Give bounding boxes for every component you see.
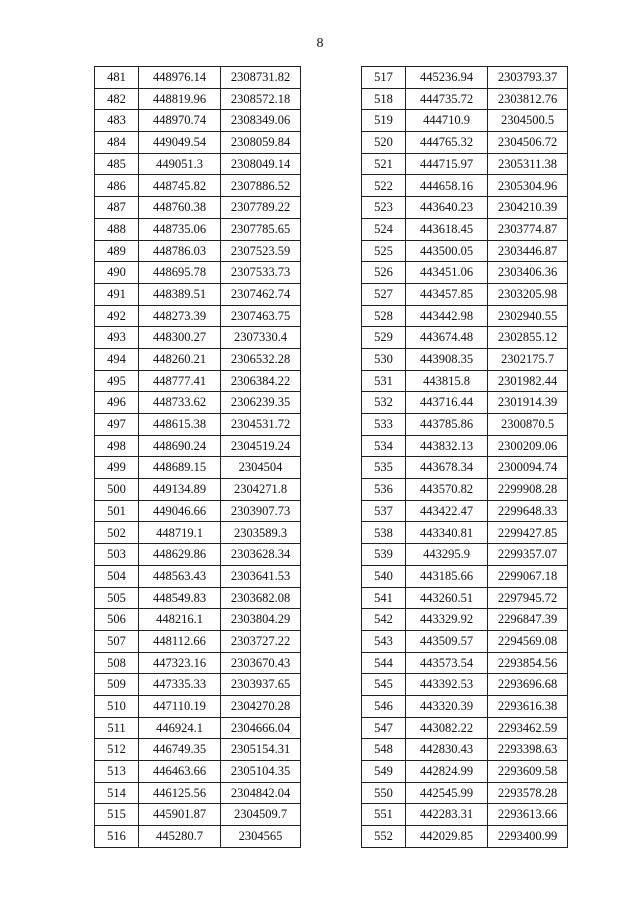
point-number-cell: 526 [362,262,406,284]
x-coordinate-cell: 447110.19 [139,695,221,717]
point-number-cell: 515 [95,804,139,826]
y-coordinate-cell: 2308349.06 [221,110,301,132]
table-row [362,197,568,219]
point-number-cell: 508 [95,652,139,674]
point-number-cell: 531 [362,370,406,392]
x-coordinate-cell: 442029.85 [406,826,488,848]
table-row [95,240,301,262]
y-coordinate-cell: 2304506.72 [488,132,568,154]
point-number-cell: 516 [95,826,139,848]
point-number-cell: 547 [362,717,406,739]
page-number: 8 [316,36,324,51]
x-coordinate-cell: 448690.24 [139,435,221,457]
point-number-cell: 494 [95,348,139,370]
y-coordinate-cell: 2303937.65 [221,674,301,696]
point-number-cell: 549 [362,761,406,783]
point-number-cell: 497 [95,414,139,436]
x-coordinate-cell: 443674.48 [406,327,488,349]
x-coordinate-cell: 443618.45 [406,218,488,240]
table-row [362,674,568,696]
x-coordinate-cell: 448549.83 [139,587,221,609]
point-number-cell: 533 [362,414,406,436]
table-row [362,739,568,761]
y-coordinate-cell: 2303774.87 [488,218,568,240]
x-coordinate-cell: 448733.62 [139,392,221,414]
x-coordinate-cell: 442824.99 [406,761,488,783]
x-coordinate-cell: 448976.14 [139,67,221,89]
table-row [362,695,568,717]
x-coordinate-cell: 448216.1 [139,609,221,631]
y-coordinate-cell: 2303727.22 [221,630,301,652]
x-coordinate-cell: 444735.72 [406,88,488,110]
y-coordinate-cell: 2303406.36 [488,262,568,284]
point-number-cell: 518 [362,88,406,110]
x-coordinate-cell: 448112.66 [139,630,221,652]
table-row [95,110,301,132]
table-row [95,674,301,696]
point-number-cell: 537 [362,500,406,522]
y-coordinate-cell: 2300209.06 [488,435,568,457]
y-coordinate-cell: 2304842.04 [221,782,301,804]
y-coordinate-cell: 2306532.28 [221,348,301,370]
point-number-cell: 504 [95,565,139,587]
table-row [95,739,301,761]
y-coordinate-cell: 2293854.56 [488,652,568,674]
table-row [362,132,568,154]
y-coordinate-cell: 2308731.82 [221,67,301,89]
table-row [362,826,568,848]
point-number-cell: 520 [362,132,406,154]
x-coordinate-cell: 443908.35 [406,348,488,370]
table-row [95,414,301,436]
y-coordinate-cell: 2303446.87 [488,240,568,262]
point-number-cell: 506 [95,609,139,631]
y-coordinate-cell: 2307785.65 [221,218,301,240]
x-coordinate-cell: 443640.23 [406,197,488,219]
point-number-cell: 492 [95,305,139,327]
table-row [362,565,568,587]
point-number-cell: 495 [95,370,139,392]
point-number-cell: 532 [362,392,406,414]
y-coordinate-cell: 2300094.74 [488,457,568,479]
table-row [95,804,301,826]
point-number-cell: 522 [362,175,406,197]
table-row [95,132,301,154]
x-coordinate-cell: 444765.32 [406,132,488,154]
y-coordinate-cell: 2307789.22 [221,197,301,219]
x-coordinate-cell: 448615.38 [139,414,221,436]
table-row [95,197,301,219]
x-coordinate-cell: 448970.74 [139,110,221,132]
point-number-cell: 499 [95,457,139,479]
x-coordinate-cell: 443509.57 [406,630,488,652]
point-number-cell: 523 [362,197,406,219]
x-coordinate-cell: 443815.8 [406,370,488,392]
x-coordinate-cell: 447323.16 [139,652,221,674]
table-row [362,479,568,501]
table-row [362,305,568,327]
x-coordinate-cell: 444710.9 [406,110,488,132]
table-row [95,630,301,652]
point-number-cell: 512 [95,739,139,761]
y-coordinate-cell: 2299357.07 [488,544,568,566]
table-row [95,175,301,197]
table-row [95,370,301,392]
x-coordinate-cell: 445901.87 [139,804,221,826]
point-number-cell: 485 [95,153,139,175]
y-coordinate-cell: 2304270.28 [221,695,301,717]
y-coordinate-cell: 2293578.28 [488,782,568,804]
y-coordinate-cell: 2303205.98 [488,283,568,305]
y-coordinate-cell: 2303812.76 [488,88,568,110]
table-row [362,327,568,349]
table-row [362,414,568,436]
y-coordinate-cell: 2305304.96 [488,175,568,197]
y-coordinate-cell: 2303670.43 [221,652,301,674]
table-row [362,88,568,110]
y-coordinate-cell: 2299908.28 [488,479,568,501]
table-row [95,218,301,240]
x-coordinate-cell: 448786.03 [139,240,221,262]
y-coordinate-cell: 2302855.12 [488,327,568,349]
x-coordinate-cell: 446749.35 [139,739,221,761]
point-number-cell: 536 [362,479,406,501]
x-coordinate-cell: 448563.43 [139,565,221,587]
y-coordinate-cell: 2304666.04 [221,717,301,739]
point-number-cell: 524 [362,218,406,240]
table-row [362,804,568,826]
y-coordinate-cell: 2304210.39 [488,197,568,219]
y-coordinate-cell: 2303793.37 [488,67,568,89]
y-coordinate-cell: 2304519.24 [221,435,301,457]
y-coordinate-cell: 2303682.08 [221,587,301,609]
y-coordinate-cell: 2303804.29 [221,609,301,631]
x-coordinate-cell: 442283.31 [406,804,488,826]
x-coordinate-cell: 448273.39 [139,305,221,327]
x-coordinate-cell: 443329.92 [406,609,488,631]
table-row [362,240,568,262]
y-coordinate-cell: 2293616.38 [488,695,568,717]
table-row [362,717,568,739]
table-row [362,522,568,544]
point-number-cell: 546 [362,695,406,717]
point-number-cell: 502 [95,522,139,544]
point-number-cell: 527 [362,283,406,305]
y-coordinate-cell: 2301914.39 [488,392,568,414]
table-row [362,218,568,240]
point-number-cell: 483 [95,110,139,132]
point-number-cell: 498 [95,435,139,457]
table-row [362,67,568,89]
point-number-cell: 517 [362,67,406,89]
x-coordinate-cell: 443573.54 [406,652,488,674]
y-coordinate-cell: 2297945.72 [488,587,568,609]
table-row [95,283,301,305]
coordinates-table-left [94,66,301,848]
point-number-cell: 552 [362,826,406,848]
table-row [95,695,301,717]
point-number-cell: 534 [362,435,406,457]
x-coordinate-cell: 447335.33 [139,674,221,696]
x-coordinate-cell: 448260.21 [139,348,221,370]
y-coordinate-cell: 2299067.18 [488,565,568,587]
y-coordinate-cell: 2306239.35 [221,392,301,414]
x-coordinate-cell: 443457.85 [406,283,488,305]
y-coordinate-cell: 2305154.31 [221,739,301,761]
y-coordinate-cell: 2303641.53 [221,565,301,587]
table-row [362,609,568,631]
x-coordinate-cell: 448745.82 [139,175,221,197]
table-row [362,153,568,175]
y-coordinate-cell: 2293462.59 [488,717,568,739]
table-row [95,652,301,674]
x-coordinate-cell: 443442.98 [406,305,488,327]
table-row [95,88,301,110]
x-coordinate-cell: 444658.16 [406,175,488,197]
table-row [95,392,301,414]
table-row [95,153,301,175]
table-row [95,500,301,522]
x-coordinate-cell: 448300.27 [139,327,221,349]
table-row [95,305,301,327]
x-coordinate-cell: 443422.47 [406,500,488,522]
y-coordinate-cell: 2308049.14 [221,153,301,175]
point-number-cell: 519 [362,110,406,132]
point-number-cell: 500 [95,479,139,501]
table-row [95,262,301,284]
point-number-cell: 489 [95,240,139,262]
x-coordinate-cell: 449134.89 [139,479,221,501]
y-coordinate-cell: 2304500.5 [488,110,568,132]
x-coordinate-cell: 448689.15 [139,457,221,479]
point-number-cell: 486 [95,175,139,197]
table-row [95,348,301,370]
point-number-cell: 511 [95,717,139,739]
x-coordinate-cell: 443570.82 [406,479,488,501]
x-coordinate-cell: 443185.66 [406,565,488,587]
x-coordinate-cell: 446125.56 [139,782,221,804]
point-number-cell: 507 [95,630,139,652]
table-row [95,479,301,501]
table-row [95,565,301,587]
table-row [362,262,568,284]
y-coordinate-cell: 2308059.84 [221,132,301,154]
point-number-cell: 484 [95,132,139,154]
x-coordinate-cell: 443082.22 [406,717,488,739]
x-coordinate-cell: 448777.41 [139,370,221,392]
table-row [362,761,568,783]
table-row [95,587,301,609]
y-coordinate-cell: 2294569.08 [488,630,568,652]
table-row [362,544,568,566]
point-number-cell: 541 [362,587,406,609]
x-coordinate-cell: 443678.34 [406,457,488,479]
point-number-cell: 521 [362,153,406,175]
y-coordinate-cell: 2307330.4 [221,327,301,349]
table-row [95,435,301,457]
point-number-cell: 510 [95,695,139,717]
y-coordinate-cell: 2303907.73 [221,500,301,522]
x-coordinate-cell: 443260.51 [406,587,488,609]
y-coordinate-cell: 2305104.35 [221,761,301,783]
x-coordinate-cell: 443716.44 [406,392,488,414]
y-coordinate-cell: 2299427.85 [488,522,568,544]
x-coordinate-cell: 449049.54 [139,132,221,154]
table-row [95,717,301,739]
point-number-cell: 535 [362,457,406,479]
y-coordinate-cell: 2302175.7 [488,348,568,370]
table-row [362,630,568,652]
y-coordinate-cell: 2304565 [221,826,301,848]
x-coordinate-cell: 448719.1 [139,522,221,544]
point-number-cell: 490 [95,262,139,284]
x-coordinate-cell: 448629.86 [139,544,221,566]
point-number-cell: 496 [95,392,139,414]
y-coordinate-cell: 2296847.39 [488,609,568,631]
y-coordinate-cell: 2307463.75 [221,305,301,327]
point-number-cell: 509 [95,674,139,696]
y-coordinate-cell: 2293609.58 [488,761,568,783]
coordinates-table-right [361,66,568,848]
y-coordinate-cell: 2302940.55 [488,305,568,327]
point-number-cell: 545 [362,674,406,696]
y-coordinate-cell: 2306384.22 [221,370,301,392]
x-coordinate-cell: 448819.96 [139,88,221,110]
table-row [95,609,301,631]
point-number-cell: 529 [362,327,406,349]
x-coordinate-cell: 448760.38 [139,197,221,219]
table-row [95,826,301,848]
point-number-cell: 539 [362,544,406,566]
x-coordinate-cell: 444715.97 [406,153,488,175]
y-coordinate-cell: 2293398.63 [488,739,568,761]
point-number-cell: 544 [362,652,406,674]
point-number-cell: 548 [362,739,406,761]
x-coordinate-cell: 445280.7 [139,826,221,848]
y-coordinate-cell: 2305311.38 [488,153,568,175]
table-row [95,457,301,479]
x-coordinate-cell: 443500.05 [406,240,488,262]
y-coordinate-cell: 2307886.52 [221,175,301,197]
x-coordinate-cell: 446924.1 [139,717,221,739]
y-coordinate-cell: 2303589.3 [221,522,301,544]
table-row [362,110,568,132]
point-number-cell: 543 [362,630,406,652]
point-number-cell: 551 [362,804,406,826]
point-number-cell: 481 [95,67,139,89]
table-row [95,544,301,566]
y-coordinate-cell: 2301982.44 [488,370,568,392]
y-coordinate-cell: 2300870.5 [488,414,568,436]
x-coordinate-cell: 443392.53 [406,674,488,696]
x-coordinate-cell: 446463.66 [139,761,221,783]
point-number-cell: 514 [95,782,139,804]
point-number-cell: 505 [95,587,139,609]
x-coordinate-cell: 445236.94 [406,67,488,89]
point-number-cell: 513 [95,761,139,783]
point-number-cell: 491 [95,283,139,305]
y-coordinate-cell: 2304504 [221,457,301,479]
x-coordinate-cell: 442830.43 [406,739,488,761]
point-number-cell: 538 [362,522,406,544]
point-number-cell: 503 [95,544,139,566]
point-number-cell: 540 [362,565,406,587]
y-coordinate-cell: 2299648.33 [488,500,568,522]
y-coordinate-cell: 2293696.68 [488,674,568,696]
x-coordinate-cell: 443295.9 [406,544,488,566]
x-coordinate-cell: 448389.51 [139,283,221,305]
table-row [362,175,568,197]
table-row [362,348,568,370]
y-coordinate-cell: 2307523.59 [221,240,301,262]
table-row [95,782,301,804]
x-coordinate-cell: 443451.06 [406,262,488,284]
x-coordinate-cell: 443320.39 [406,695,488,717]
y-coordinate-cell: 2304271.8 [221,479,301,501]
point-number-cell: 542 [362,609,406,631]
y-coordinate-cell: 2303628.34 [221,544,301,566]
table-row [362,652,568,674]
table-row [95,67,301,89]
table-row [362,587,568,609]
table-row [362,435,568,457]
x-coordinate-cell: 443785.86 [406,414,488,436]
y-coordinate-cell: 2304509.7 [221,804,301,826]
point-number-cell: 487 [95,197,139,219]
point-number-cell: 488 [95,218,139,240]
table-row [362,457,568,479]
x-coordinate-cell: 443340.81 [406,522,488,544]
table-row [362,500,568,522]
x-coordinate-cell: 443832.13 [406,435,488,457]
point-number-cell: 525 [362,240,406,262]
table-row [95,522,301,544]
y-coordinate-cell: 2304531.72 [221,414,301,436]
table-row [362,782,568,804]
table-row [95,761,301,783]
point-number-cell: 550 [362,782,406,804]
point-number-cell: 482 [95,88,139,110]
point-number-cell: 501 [95,500,139,522]
point-number-cell: 528 [362,305,406,327]
x-coordinate-cell: 442545.99 [406,782,488,804]
table-row [362,283,568,305]
x-coordinate-cell: 448735.06 [139,218,221,240]
y-coordinate-cell: 2307533.73 [221,262,301,284]
table-row [362,370,568,392]
point-number-cell: 530 [362,348,406,370]
y-coordinate-cell: 2293613.66 [488,804,568,826]
table-row [362,392,568,414]
table-row [95,327,301,349]
y-coordinate-cell: 2293400.99 [488,826,568,848]
point-number-cell: 493 [95,327,139,349]
x-coordinate-cell: 448695.78 [139,262,221,284]
x-coordinate-cell: 449046.66 [139,500,221,522]
y-coordinate-cell: 2307462.74 [221,283,301,305]
y-coordinate-cell: 2308572.18 [221,88,301,110]
x-coordinate-cell: 449051.3 [139,153,221,175]
